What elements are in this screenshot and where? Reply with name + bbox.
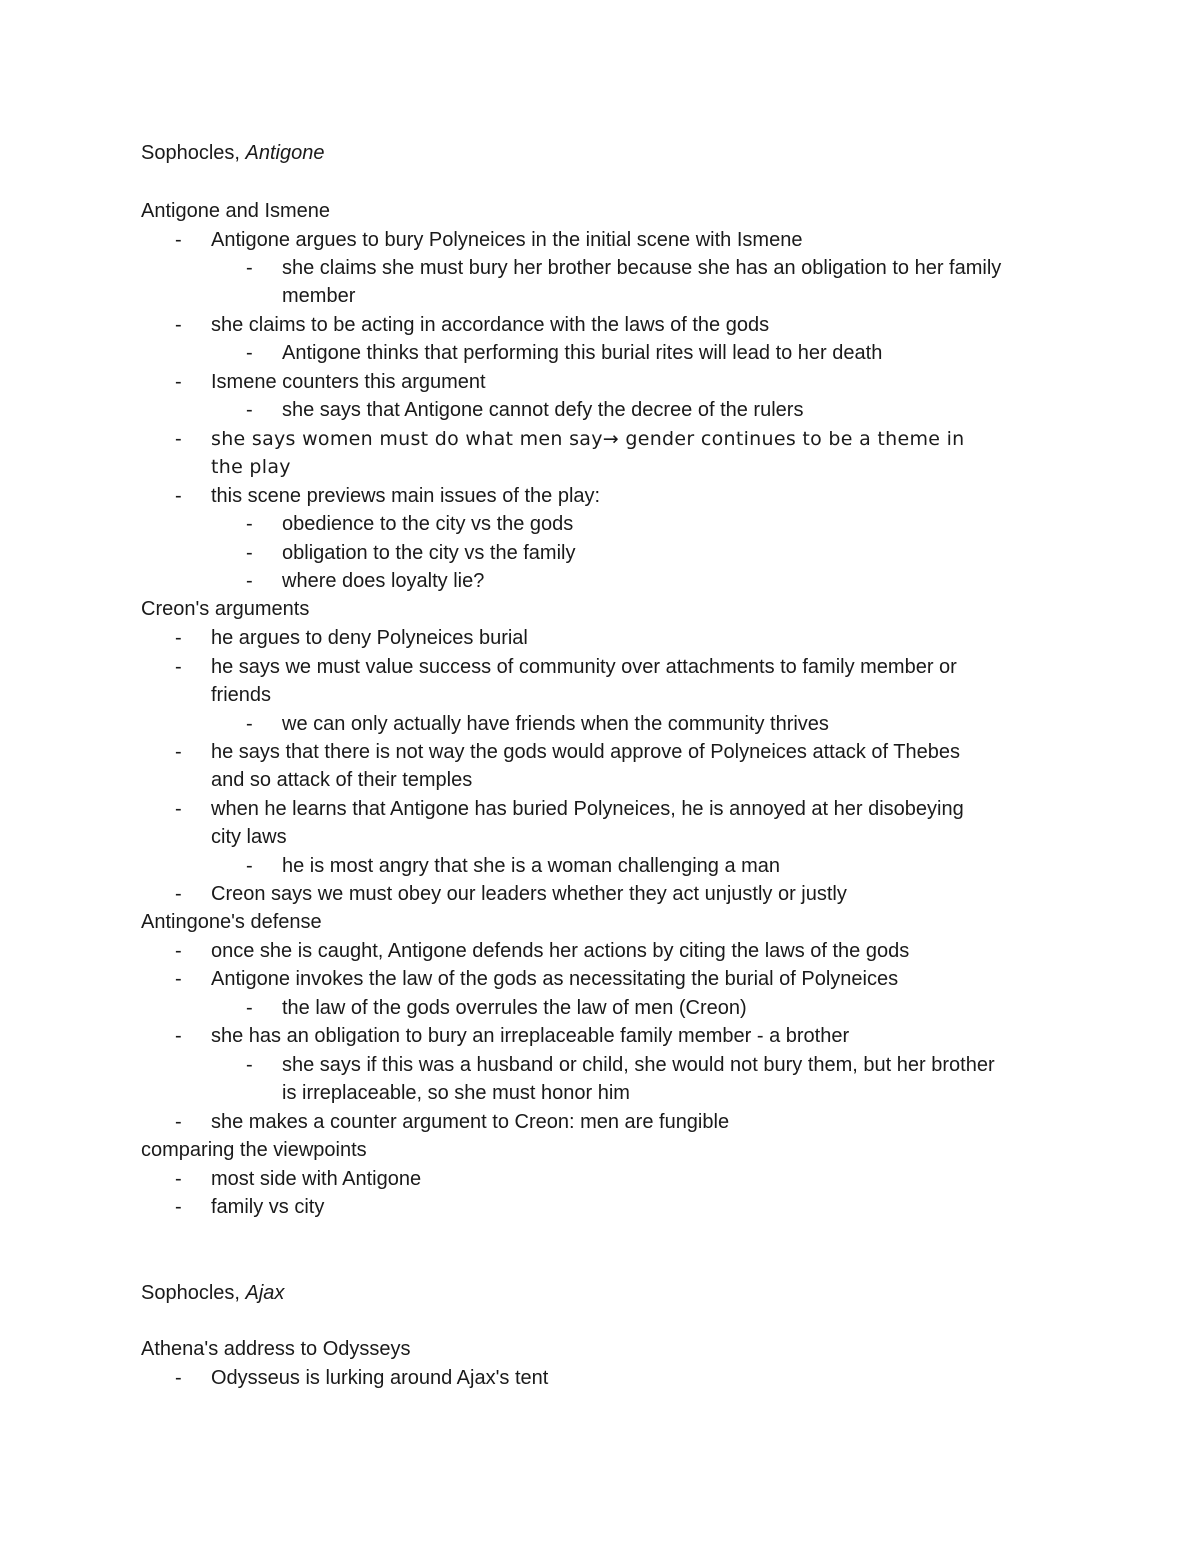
bullet: - [175,1111,182,1133]
bullet: - [175,656,182,678]
list-item-continuation: city laws [211,826,287,848]
list-item: once she is caught, Antigone defends her actions by citing the laws of the gods [211,940,910,962]
list-item: she claims to be acting in accordance with the laws of the gods [211,314,770,336]
list-item-continuation: is irreplaceable, so she must honor him [282,1082,630,1104]
list-item: obedience to the city vs the gods [282,513,574,535]
list-item: Antigone thinks that performing this burial rites will lead to her death [282,342,883,364]
list-item: he says we must value success of community over attachments to family member or [211,656,957,678]
bullet: - [246,855,253,877]
list-item: Ismene counters this argument [211,371,486,393]
list-item: Odysseus is lurking around Ajax's tent [211,1367,549,1389]
list-item: this scene previews main issues of the play: [211,485,601,507]
bullet: - [175,371,182,393]
bullet: - [246,713,253,735]
bullet: - [175,940,182,962]
section-title-antigone-ismene: Antigone and Ismene [141,200,331,222]
bullet: - [246,342,253,364]
list-item-continuation: friends [211,684,272,706]
list-item: Antigone invokes the law of the gods as necessitating the burial of Polyneices [211,968,899,990]
bullet: - [175,1025,182,1047]
list-item: she says that Antigone cannot defy the decree of the rulers [282,399,804,421]
bullet: - [175,1168,182,1190]
bullet: - [175,1367,182,1389]
list-item: he is most angry that she is a woman challenging a man [282,855,781,877]
list-item: when he learns that Antigone has buried Polyneices, he is annoyed at her disobeying [211,798,964,820]
bullet: - [246,1054,253,1076]
heading-author: Sophocles, [141,1282,246,1304]
list-item: where does loyalty lie? [282,570,485,592]
list-item-continuation: member [282,285,356,307]
bullet: - [175,1196,182,1218]
list-item: he says that there is not way the gods would approve of Polyneices attack of Thebes [211,741,960,763]
bullet: - [246,399,253,421]
heading-work-title: Ajax [245,1282,285,1304]
bullet: - [175,968,182,990]
list-item: Antigone argues to bury Polyneices in the initial scene with Ismene [211,229,803,251]
list-item: she claims she must bury her brother because she has an obligation to her family [282,257,1002,279]
list-item: most side with Antigone [211,1168,422,1190]
list-item: she makes a counter argument to Creon: men are fungible [211,1111,730,1133]
heading-author: Sophocles, [141,142,246,164]
list-item: he argues to deny Polyneices burial [211,627,528,649]
bullet: - [175,883,182,905]
bullet: - [175,627,182,649]
bullet: - [246,997,253,1019]
bullet: - [246,513,253,535]
bullet: - [175,741,182,763]
list-item-continuation: the play [211,456,291,478]
list-item: family vs city [211,1196,325,1218]
list-item: she has an obligation to bury an irreplaceable family member - a brother [211,1025,850,1047]
list-item: she says if this was a husband or child, she would not bury them, but her brother [282,1054,995,1076]
ajax-heading [141,1279,284,1308]
section-title-antigones-defense: Antingone's defense [141,911,322,933]
list-item: we can only actually have friends when the community thrives [282,713,829,735]
bullet: - [175,314,182,336]
list-item: Creon says we must obey our leaders whether they act unjustly or justly [211,883,847,905]
bullet: - [175,485,182,507]
list-item: the law of the gods overrules the law of men (Creon) [282,997,747,1019]
list-item: she says women must do what men say→ gender continues to be a theme in [211,428,965,450]
section-title-athenas-address: Athena's address to Odysseys [141,1338,411,1360]
section-title-creons-arguments: Creon's arguments [141,598,310,620]
bullet: - [246,542,253,564]
antigone-heading [141,139,324,168]
heading-work-title: Antigone [245,142,325,164]
bullet: - [175,229,182,251]
bullet: - [175,798,182,820]
list-item-continuation: and so attack of their temples [211,769,473,791]
bullet: - [175,428,182,450]
bullet: - [246,570,253,592]
bullet: - [246,257,253,279]
list-item: obligation to the city vs the family [282,542,576,564]
section-title-comparing-viewpoints: comparing the viewpoints [141,1139,367,1161]
